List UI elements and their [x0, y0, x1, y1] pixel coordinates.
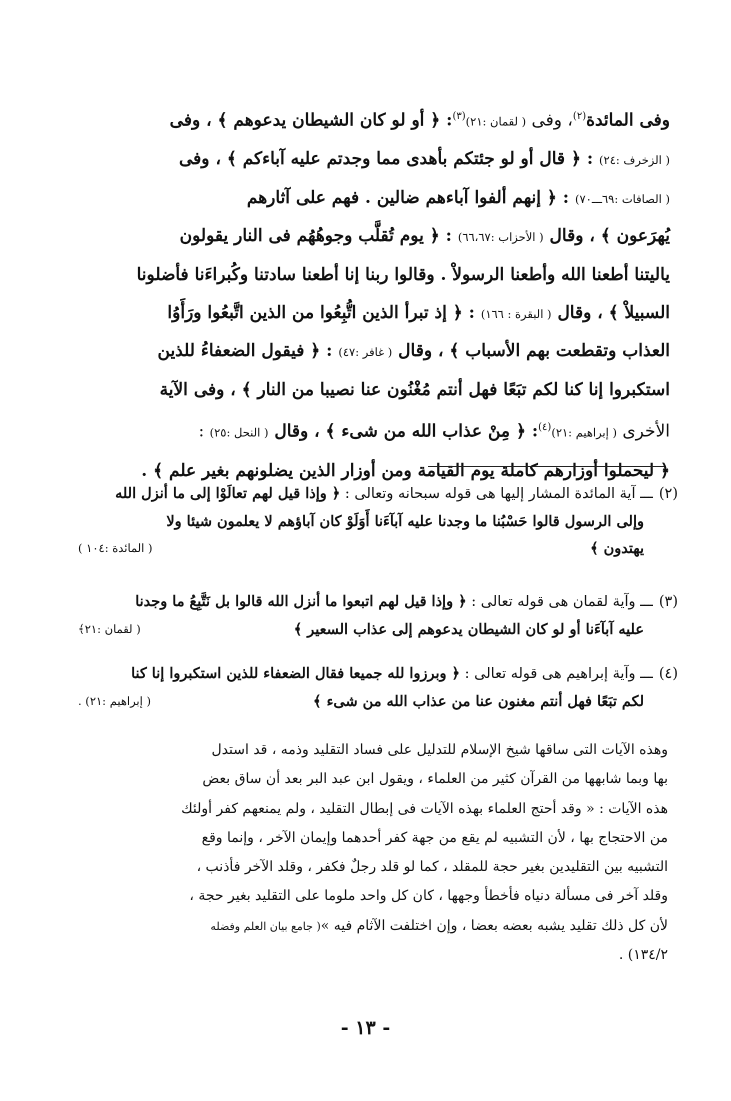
commentary-paragraph — [76, 736, 668, 970]
main-line — [78, 98, 670, 141]
footnote-2 — [78, 480, 678, 562]
footnote-lead: ـــ وآية لقمان هى قوله تعالى : — [466, 594, 653, 610]
footnote-lead: ـــ آية المائدة المشار إليها هى قوله سبحانه وتعالى : — [340, 486, 653, 502]
page-number: - ١٣ - — [340, 1017, 391, 1039]
footnote-verse: لكم تبَعًا فهل أنتم مغنون عنا من عذاب الله من شىء ﴾ — [313, 693, 644, 710]
footnote-verse: ﴿ وإذا قيل لهم اتبعوا ما أنزل الله قالوا بل نَتَّبِعُ ما وجدنا — [135, 593, 467, 610]
footnote-number: (٢) — [658, 486, 678, 502]
text: ، وفى — [526, 110, 573, 131]
verse-text: العذاب وتقطعت بهم الأسباب ﴾ ، وقال — [392, 341, 670, 362]
main-line — [78, 180, 670, 219]
footnote-marker: (٣) — [452, 111, 466, 122]
footnote-reference: ( إبراهيم :٢١) . — [78, 694, 151, 708]
verse-reference: ( الصافات :٦٩ـــ٧٠) — [574, 191, 670, 206]
quote-text: لأن كل ذلك تقليد يشبه بعضه بعضا ، وإن اختلفت الآثام فيه » — [320, 917, 668, 934]
paragraph-line: بها وبما شابهها من القرآن كثير من العلماء ، ويقول ابن عبد البر بعد أن ساق بعض — [202, 771, 668, 788]
paragraph-line: هذه الآيات : « وقد أحتج العلماء بهذه الآيات فى إبطال التقليد ، ولم يمنعهم كفر أولئك — [181, 800, 668, 817]
text: وفى المائدة — [586, 110, 670, 131]
verse-reference: ( لقمان :٢١) — [465, 114, 527, 129]
footnote-reference: ( لقمان :٢١﴾ — [78, 622, 141, 636]
footnote-number: (٣) — [658, 594, 678, 610]
verse-reference: ( الزخرف :٢٤) — [599, 153, 670, 168]
verse-text: : ﴿ أو لو كان الشيطان يدعوهم ﴾ ، وفى — [169, 110, 453, 131]
main-line — [78, 372, 670, 410]
paragraph-line: وهذه الآيات التى ساقها شيخ الإسلام للتدليل على فساد التقليد وذمه ، قد استدل — [211, 742, 668, 758]
footnote-marker: (٤) — [538, 422, 552, 434]
paragraph-line: من الاحتجاج بها ، لأن التشبيه لم يقع من جهة كفر أحدهما وإيمان الآخر ، وإنما وقع — [201, 829, 668, 846]
footnote-3 — [78, 588, 678, 643]
footnote-verse: ﴿ وبرزوا لله جميعا فقال الضعفاء للذين استكبروا إنا كنا — [131, 665, 461, 682]
verse-text: : ﴿ فيقول الضعفاءُ للذين — [157, 341, 339, 362]
verse-reference: ( الأحزاب :٦٦،٦٧) — [457, 230, 544, 245]
footnote-divider — [428, 466, 664, 467]
text: : — [198, 422, 210, 443]
footnote-marker: (٢) — [572, 111, 587, 122]
main-line — [78, 333, 670, 372]
main-line — [78, 409, 670, 452]
verse-text: : ﴿ قال أو لو جئتكم بأهدى مما وجدتم عليه آباءكم ﴾ ، وفى — [179, 149, 600, 170]
verse-reference: ( إبراهيم :٢١) — [551, 426, 617, 441]
main-line — [78, 141, 670, 180]
footnote-number: (٤) — [658, 666, 678, 682]
verse-text: ﴿ ليحملوا أوزارهم كاملة يوم القيامة ومن أوزار الذين يضلونهم بغير علم ﴾ . — [141, 460, 670, 481]
main-line — [78, 257, 670, 295]
footnote-reference: ( المائدة :١٠٤ ) — [78, 541, 153, 555]
verse-text: ياليتنا أطعنا الله وأطعنا الرسولاْ . وقالوا ربنا إنا أطعنا سادتنا وكُبراءَنا فأضلونا — [136, 265, 670, 286]
footnote-verse: يهتدون ﴾ — [590, 540, 644, 557]
verse-text: السبيلاْ ﴾ ، وقال — [551, 302, 670, 323]
footnote-verse: عليه آبآءَنا أو لو كان الشيطان يدعوهم إلى عذاب السعير ﴾ — [293, 621, 644, 638]
main-line — [78, 295, 670, 334]
verse-reference: ( غافر :٤٧) — [338, 345, 393, 360]
footnote-verse: وإلى الرسول قالوا حَسْبُنا ما وجدنا عليه آبآءَنا أَوَلَوْ كان آباؤهم لا يعلمون شيئا ولا — [166, 513, 644, 530]
verse-text: : ﴿ إذ تبرأ الذين اتُّبِعُوا من الذين اتَّبعُوا ورَأَوُا — [167, 302, 481, 323]
footnote-lead: ـــ وآية إبراهيم هى قوله تعالى : — [460, 666, 653, 682]
verse-text: : ﴿ مِنْ عذاب الله من شىء ﴾ ، وقال — [268, 422, 539, 443]
paragraph-line: ١٣٤/٢) . — [618, 947, 668, 964]
paragraph-line: وقلد آخر فى مسألة دنياه فأخطأ وجهها ، كان كل واحد ملوما على التقليد بغير حجة ، — [189, 888, 668, 905]
verse-text: : ﴿ إنهم ألفوا آباءهم ضالين . فهم على آثارهم — [246, 187, 575, 208]
footnote-verse: ﴿ وإذا قيل لهم تعالَوْا إلى ما أنزل الله — [115, 485, 341, 502]
paragraph-line: التشبيه بين التقليدين بغير حجة للمقلد ، كما لو قلد رجلٌ فكفر ، وقلد الآخر فأذنب ، — [196, 859, 668, 876]
verse-text: يُهرَعون ﴾ ، وقال — [543, 226, 670, 247]
verse-text: استكبروا إنا كنا لكم تبَعًا فهل أنتم مُغْنُون عنا نصيبا من النار ﴾ ، وفى الآية — [159, 379, 670, 400]
text: الأخرى — [616, 422, 670, 443]
main-text — [78, 98, 670, 490]
citation: ( جامع بيان العلم وفضله — [210, 919, 321, 933]
main-line — [78, 218, 670, 257]
verse-reference: ( البقرة : ١٦٦) — [480, 306, 552, 321]
footnote-4 — [78, 660, 678, 715]
verse-reference: ( النحل :٢٥) — [209, 426, 269, 441]
paragraph-line — [76, 912, 668, 941]
verse-text: : ﴿ يوم تُقلَّب وجوهُهُم فى النار يقولون — [179, 226, 458, 247]
